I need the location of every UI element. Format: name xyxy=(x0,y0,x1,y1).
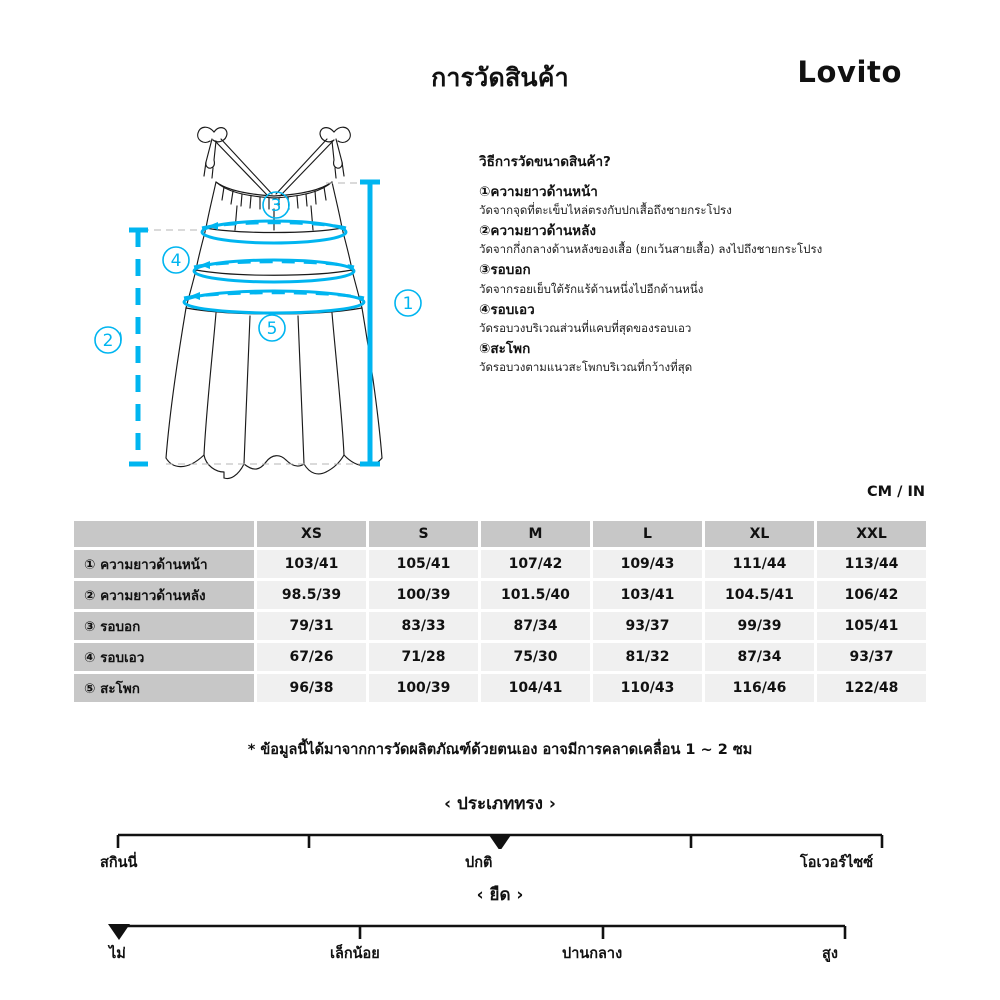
instruction-desc: วัดรอบวงบริเวณส่วนที่แคบที่สุดของรอบเอว xyxy=(479,320,692,335)
cell-value: 104/41 xyxy=(481,674,590,702)
table-row xyxy=(74,550,926,578)
fit-scale-axis xyxy=(0,823,1000,849)
row-label-bust: ③ รอบอก xyxy=(74,612,254,640)
table-row xyxy=(74,612,926,640)
row-label-back-length: ② ความยาวด้านหลัง xyxy=(74,581,254,609)
cell-value: 106/42 xyxy=(817,581,926,609)
instruction-desc: วัดรอบวงตามแนวสะโพกบริเวณที่กว้างที่สุด xyxy=(479,359,693,374)
cell-value: 101.5/40 xyxy=(481,581,590,609)
cell-value: 71/28 xyxy=(369,643,478,671)
instruction-item-2 xyxy=(479,222,899,258)
cell-value: 103/41 xyxy=(593,581,702,609)
size-table xyxy=(71,518,929,705)
cell-value: 100/39 xyxy=(369,581,478,609)
instruction-desc: วัดจากรอยเย็บใต้รักแร้ด้านหนึ่งไปอีกด้านหนึ่ง xyxy=(479,281,704,296)
dress-diagram-svg xyxy=(120,108,460,498)
cell-value: 104.5/41 xyxy=(705,581,814,609)
cell-value: 99/39 xyxy=(705,612,814,640)
cell-value: 98.5/39 xyxy=(257,581,366,609)
instruction-term: ③รอบอก xyxy=(479,262,531,279)
cell-value: 100/39 xyxy=(369,674,478,702)
instruction-item-4 xyxy=(479,301,899,337)
dress-illustration xyxy=(102,108,460,498)
cell-value: 87/34 xyxy=(705,643,814,671)
instruction-term: ⑤สะโพก xyxy=(479,340,531,357)
stretch-scale-label-medium: ปานกลาง xyxy=(562,946,623,962)
instruction-term: ①ความยาวด้านหน้า xyxy=(479,184,598,200)
svg-text:2: 2 xyxy=(102,331,114,351)
measurement-disclaimer: * ข้อมูลนี้ได้มาจากการวัดผลิตภัณฑ์ด้วยตนเอง อาจมีการคลาดเคลื่อน 1 ~ 2 ซม xyxy=(247,742,753,758)
stretch-scale xyxy=(0,881,1000,962)
callout-3-label xyxy=(263,192,289,218)
cell-value: 75/30 xyxy=(481,643,590,671)
callout-4-label xyxy=(163,247,189,273)
cell-value: 111/44 xyxy=(705,550,814,578)
instruction-term: ②ความยาวด้านหลัง xyxy=(479,223,596,240)
cell-value: 103/41 xyxy=(257,550,366,578)
instruction-item-3 xyxy=(479,261,899,297)
fit-scale-marker xyxy=(489,835,511,849)
svg-text:1: 1 xyxy=(402,294,414,314)
callout-2-label-glyph xyxy=(88,320,128,360)
cell-value: 110/43 xyxy=(593,674,702,702)
measurement-annotations xyxy=(120,182,421,464)
stretch-scale-label-high: สูง xyxy=(822,946,838,962)
callout-1-front-length-bar xyxy=(360,182,380,464)
row-label-front-length: ① ความยาวด้านหน้า xyxy=(74,550,254,578)
fit-type-scale xyxy=(0,790,1000,871)
svg-text:4: 4 xyxy=(170,251,182,271)
callout-1-label xyxy=(395,290,421,316)
cell-value: 83/33 xyxy=(369,612,478,640)
table-header-row xyxy=(74,521,926,547)
stretch-scale-title: ‹ ยืด › xyxy=(476,885,524,905)
cell-value: 93/37 xyxy=(593,612,702,640)
instruction-desc: วัดจากกึ่งกลางด้านหลังของเสื้อ (ยกเว้นสายเสื้อ) ลงไปถึงชายกระโปรง xyxy=(479,242,823,257)
stretch-scale-axis xyxy=(0,914,1000,940)
measurement-instructions xyxy=(479,150,899,379)
instruction-item-1 xyxy=(479,183,899,219)
stretch-scale-label-none: ไม่ xyxy=(109,946,126,962)
stretch-scale-marker xyxy=(108,924,130,940)
fit-scale-label-skinny: สกินนี่ xyxy=(100,855,138,871)
units-label: CM / IN xyxy=(867,484,925,500)
cell-value: 79/31 xyxy=(257,612,366,640)
instructions-heading: วิธีการวัดขนาดสินค้า? xyxy=(479,154,611,170)
table-header-xs: XS xyxy=(257,521,366,547)
cell-value: 116/46 xyxy=(705,674,814,702)
row-label-waist: ④ รอบเอว xyxy=(74,643,254,671)
cell-value: 109/43 xyxy=(593,550,702,578)
cell-value: 113/44 xyxy=(817,550,926,578)
instruction-desc: วัดจากจุดที่ตะเข็บไหล่ตรงกับปกเสื้อถึงชายกระโปรง xyxy=(479,203,732,218)
callout-5-label xyxy=(259,315,285,341)
cell-value: 87/34 xyxy=(481,612,590,640)
table-header-m: M xyxy=(481,521,590,547)
table-corner-cell xyxy=(74,521,254,547)
brand-logo: Lovito xyxy=(797,55,902,89)
row-label-hip: ⑤ สะโพก xyxy=(74,674,254,702)
stretch-scale-label-slight: เล็กน้อย xyxy=(330,946,380,962)
table-row xyxy=(74,643,926,671)
cell-value: 105/41 xyxy=(817,612,926,640)
instruction-item-5 xyxy=(479,340,899,376)
table-header-l: L xyxy=(593,521,702,547)
table-row xyxy=(74,674,926,702)
svg-text:3: 3 xyxy=(270,196,282,216)
svg-text:5: 5 xyxy=(266,319,278,339)
page-title: การวัดสินค้า xyxy=(431,63,569,92)
cell-value: 67/26 xyxy=(257,643,366,671)
instruction-term: ④รอบเอว xyxy=(479,301,535,318)
table-header-s: S xyxy=(369,521,478,547)
cell-value: 107/42 xyxy=(481,550,590,578)
cell-value: 105/41 xyxy=(369,550,478,578)
cell-value: 93/37 xyxy=(817,643,926,671)
table-header-xxl: XXL xyxy=(817,521,926,547)
fit-scale-title: ‹ ประเภททรง › xyxy=(444,794,556,814)
table-row xyxy=(74,581,926,609)
cell-value: 81/32 xyxy=(593,643,702,671)
callout-2-back-length-bar xyxy=(129,230,148,464)
fit-scale-label-oversized: โอเวอร์ไซซ์ xyxy=(800,855,874,871)
fit-scale-label-regular: ปกติ xyxy=(465,855,493,871)
cell-value: 122/48 xyxy=(817,674,926,702)
cell-value: 96/38 xyxy=(257,674,366,702)
table-header-xl: XL xyxy=(705,521,814,547)
